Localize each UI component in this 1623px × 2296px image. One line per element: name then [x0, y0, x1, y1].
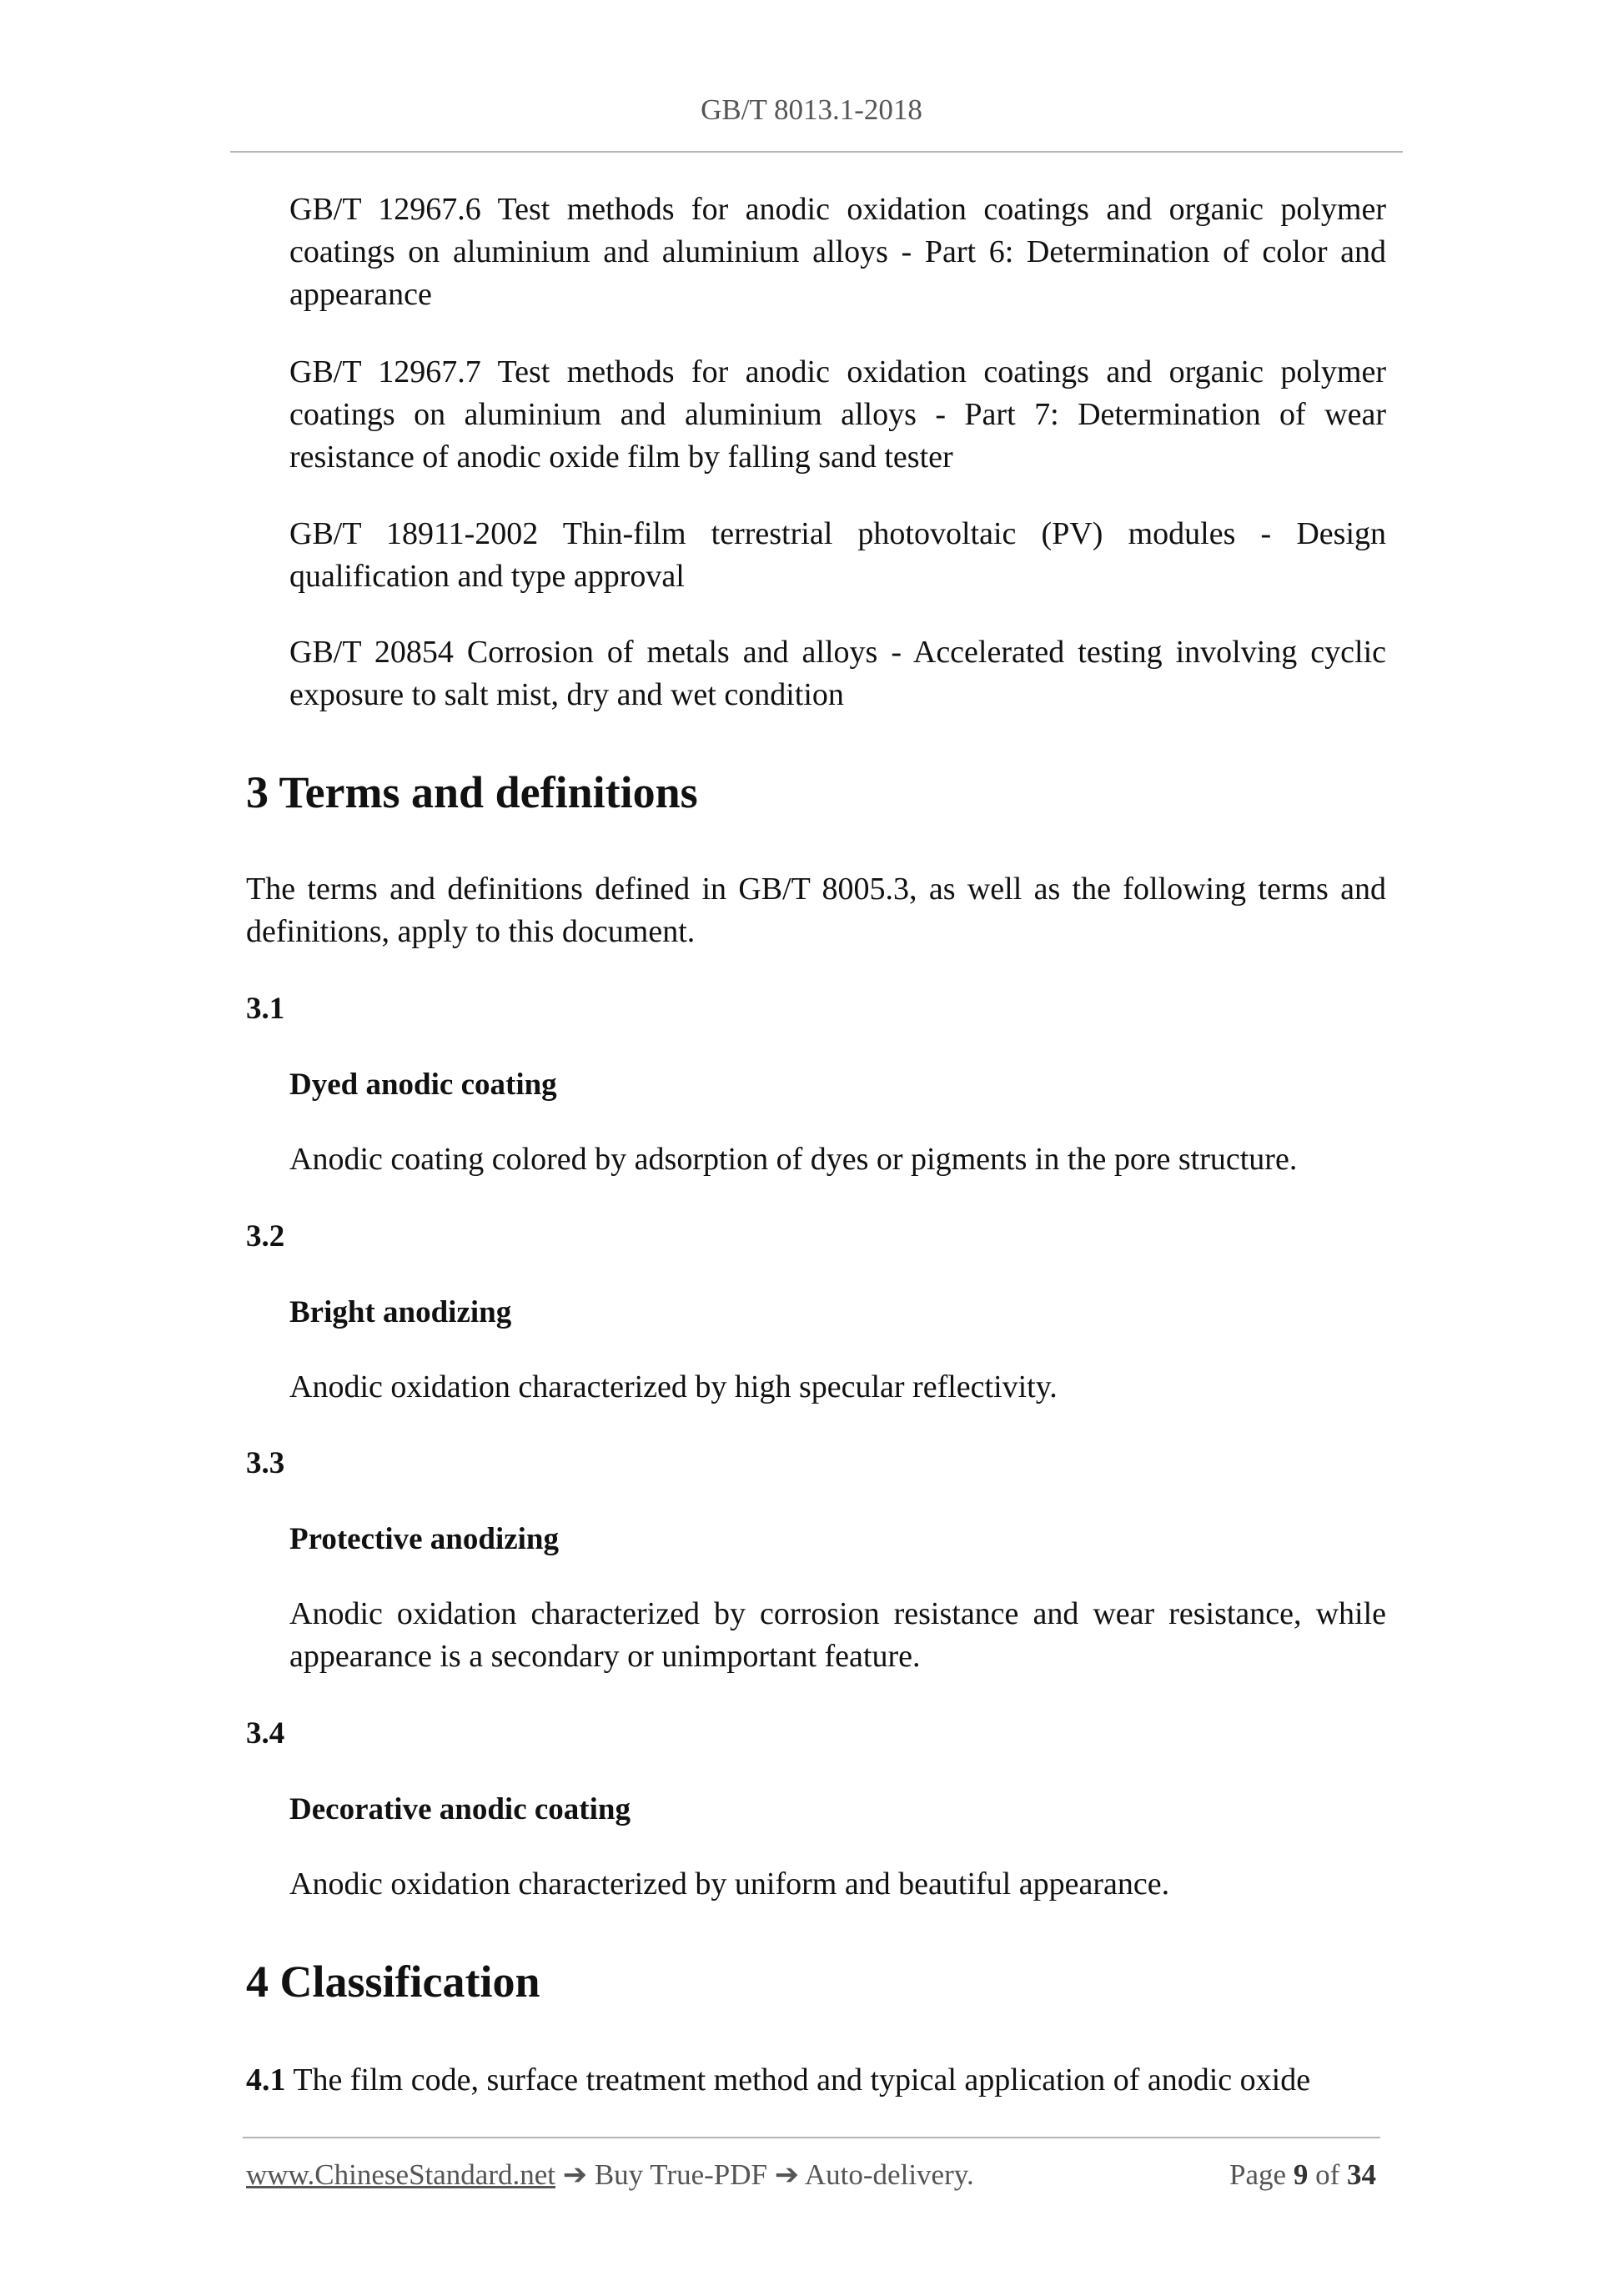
- term-number: 3.4: [246, 1716, 285, 1751]
- arrow-right-icon: ➔: [774, 2158, 800, 2191]
- term-definition: Anodic oxidation characterized by high specular reflectivity.: [289, 1369, 1058, 1404]
- page-label: Page: [1229, 2158, 1287, 2191]
- footer-divider: [243, 2137, 1380, 2138]
- page-number: 9: [1293, 2158, 1309, 2191]
- section-intro: The terms and definitions defined in GB/T 8005.3, as well as the following terms and definitions, apply to this document.: [246, 872, 1386, 949]
- of-label: of: [1315, 2158, 1340, 2191]
- reference-item: GB/T 20854 Corrosion of metals and alloys - Accelerated testing involving cyclic exposure to salt mist, dry and wet condition: [289, 635, 1386, 712]
- reference-item: GB/T 18911-2002 Thin-film terrestrial photovoltaic (PV) modules - Design qualification and type approval: [289, 516, 1386, 594]
- term-title: Decorative anodic coating: [289, 1792, 631, 1826]
- page-header-doc-id: GB/T 8013.1-2018: [701, 93, 922, 126]
- reference-item: GB/T 12967.6 Test methods for anodic oxidation coatings and organic polymer coatings on aluminium and aluminium alloys - Part 6: Determination of color and appearance: [289, 192, 1386, 312]
- term-number: 3.1: [246, 992, 285, 1026]
- term-definition: Anodic oxidation characterized by corrosion resistance and wear resistance, while appearance is a secondary or unimportant feature.: [289, 1596, 1386, 1674]
- term-number: 3.2: [246, 1219, 285, 1254]
- term-definition: Anodic coating colored by adsorption of dyes or pigments in the pore structure.: [289, 1142, 1298, 1177]
- arrow-right-icon: ➔: [562, 2158, 588, 2191]
- term-title: Protective anodizing: [289, 1522, 560, 1556]
- total-pages: 34: [1347, 2158, 1376, 2191]
- buy-true-pdf-text: Buy True-PDF: [594, 2158, 767, 2191]
- website-link[interactable]: www.ChineseStandard.net: [246, 2158, 555, 2191]
- term-title: Bright anodizing: [289, 1295, 512, 1329]
- header-divider: [230, 151, 1403, 153]
- page-indicator: [1229, 2158, 1376, 2192]
- term-title: Dyed anodic coating: [289, 1068, 557, 1102]
- reference-item: GB/T 12967.7 Test methods for anodic oxidation coatings and organic polymer coatings on aluminium and aluminium alloys - Part 7: Determination of wear resistance of anodic oxide film by falling sand tester: [289, 354, 1386, 475]
- auto-delivery-text: Auto-delivery.: [804, 2158, 974, 2191]
- footer-promo: [246, 2158, 974, 2192]
- clause-number: 4.1: [246, 2062, 286, 2098]
- clause-paragraph: [246, 2059, 1386, 2102]
- section-heading-terms: 3 Terms and definitions: [246, 767, 698, 817]
- term-definition: Anodic oxidation characterized by uniform and beautiful appearance.: [289, 1866, 1170, 1902]
- section-heading-classification: 4 Classification: [246, 1957, 540, 2007]
- clause-text: The film code, surface treatment method and typical application of anodic oxide: [293, 2062, 1311, 2098]
- term-number: 3.3: [246, 1446, 285, 1480]
